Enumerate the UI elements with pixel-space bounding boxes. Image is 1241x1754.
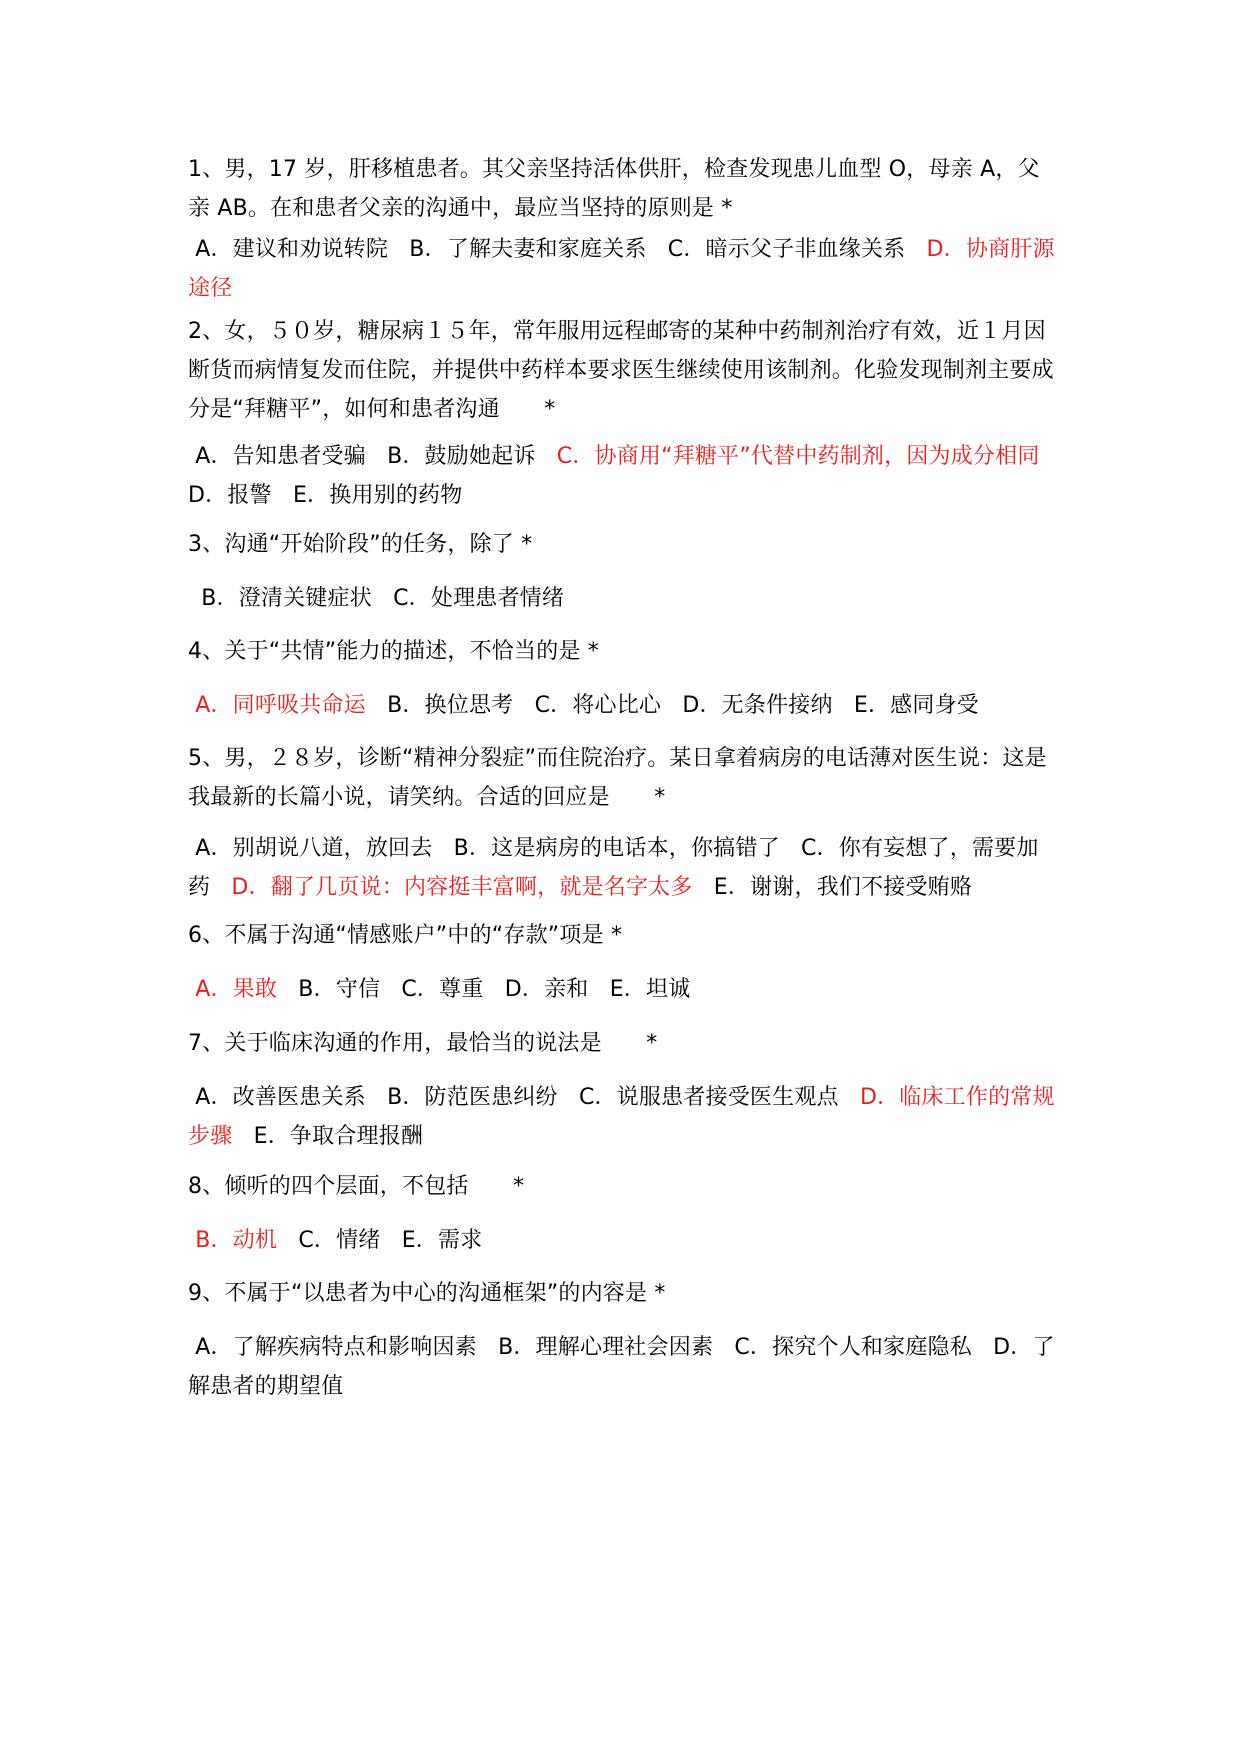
option: A．告知患者受骗	[195, 444, 366, 469]
options-1	[188, 230, 1060, 308]
option: D．亲和	[504, 977, 589, 1002]
option: B．守信	[298, 977, 381, 1002]
options-8	[188, 1221, 1060, 1260]
option: D．了解患者的期望值	[188, 1335, 1055, 1399]
option: B．鼓励她起诉	[387, 444, 536, 469]
option: E．换用别的药物	[292, 483, 463, 508]
option: A．了解疾病特点和影响因素	[195, 1335, 477, 1360]
question-2: 2、女，５０岁，糖尿病１５年，常年服用远程邮寄的某种中药制剂治疗有效，近１月因断货而病情复发而住院，并提供中药样本要求医生继续使用该制剂。化验发现制剂主要成分是“拜糖平”，如何和患者沟通 *	[188, 319, 1054, 422]
option-correct: A．同呼吸共命运	[195, 693, 366, 718]
options-2	[188, 437, 1060, 515]
option-correct: B．动机	[195, 1228, 278, 1253]
option: C．你有妄想了，需要加药	[188, 836, 1039, 900]
question-3: 3、沟通“开始阶段”的任务，除了 *	[188, 532, 533, 557]
question-5: 5、男，２８岁，诊断“精神分裂症”而住院治疗。某日拿着病房的电话薄对医生说：这是我最新的长篇小说，请笑纳。合适的回应是 *	[188, 746, 1047, 810]
option: A．改善医患关系	[195, 1085, 366, 1110]
option: E．感同身受	[853, 693, 979, 718]
option: B．换位思考	[387, 693, 514, 718]
option-correct: A．果敢	[195, 977, 278, 1002]
option-correct: D．翻了几页说：内容挺丰富啊，就是名字太多	[231, 875, 693, 900]
option: D．报警	[188, 483, 272, 508]
question-4: 4、关于“共情”能力的描述，不恰当的是 *	[188, 639, 599, 664]
option: C．尊重	[401, 977, 484, 1002]
option: C．说服患者接受医生观点	[578, 1085, 839, 1110]
question-1: 1、男，17 岁，肝移植患者。其父亲坚持活体供肝，检查发现患儿血型 O，母亲 A，父亲 AB。在和患者父亲的沟通中，最应当坚持的原则是 *	[188, 157, 1040, 221]
option: D．无条件接纳	[682, 693, 833, 718]
question-9: 9、不属于“以患者为中心的沟通框架”的内容是 *	[188, 1281, 666, 1306]
question-6: 6、不属于沟通“情感账户”中的“存款”项是 *	[188, 923, 623, 948]
option-correct: C．协商用“拜糖平”代替中药制剂，因为成分相同	[556, 444, 1040, 469]
options-9	[188, 1328, 1060, 1406]
options-6	[188, 970, 1060, 1009]
option: C．处理患者情绪	[393, 586, 565, 611]
option-correct: D．临床工作的常规步骤	[188, 1085, 1055, 1149]
question-7: 7、关于临床沟通的作用，最恰当的说法是 *	[188, 1031, 658, 1056]
option: B．防范医患纠纷	[387, 1085, 558, 1110]
option: B．理解心理社会因素	[498, 1335, 714, 1360]
option: C．暗示父子非血缘关系	[667, 237, 906, 262]
option: E．需求	[401, 1228, 483, 1253]
options-5	[188, 829, 1060, 907]
options-4	[188, 686, 1060, 725]
options-7	[188, 1078, 1060, 1156]
option-correct: D．协商肝源途径	[188, 237, 1055, 301]
option: E．坦诚	[609, 977, 691, 1002]
option: E．谢谢，我们不接受贿赂	[713, 875, 973, 900]
option: E．争取合理报酬	[253, 1124, 424, 1149]
option: C．探究个人和家庭隐私	[734, 1335, 972, 1360]
option: B．这是病房的电话本，你搞错了	[453, 836, 780, 861]
option: C．情绪	[298, 1228, 381, 1253]
option: B．了解夫妻和家庭关系	[409, 237, 647, 262]
question-8: 8、倾听的四个层面，不包括 *	[188, 1174, 525, 1199]
option: B．澄清关键症状	[201, 586, 372, 611]
option: A．建议和劝说转院	[195, 237, 389, 262]
option: A．别胡说八道，放回去	[195, 836, 433, 861]
options-3	[194, 579, 1066, 618]
option: C．将心比心	[534, 693, 662, 718]
